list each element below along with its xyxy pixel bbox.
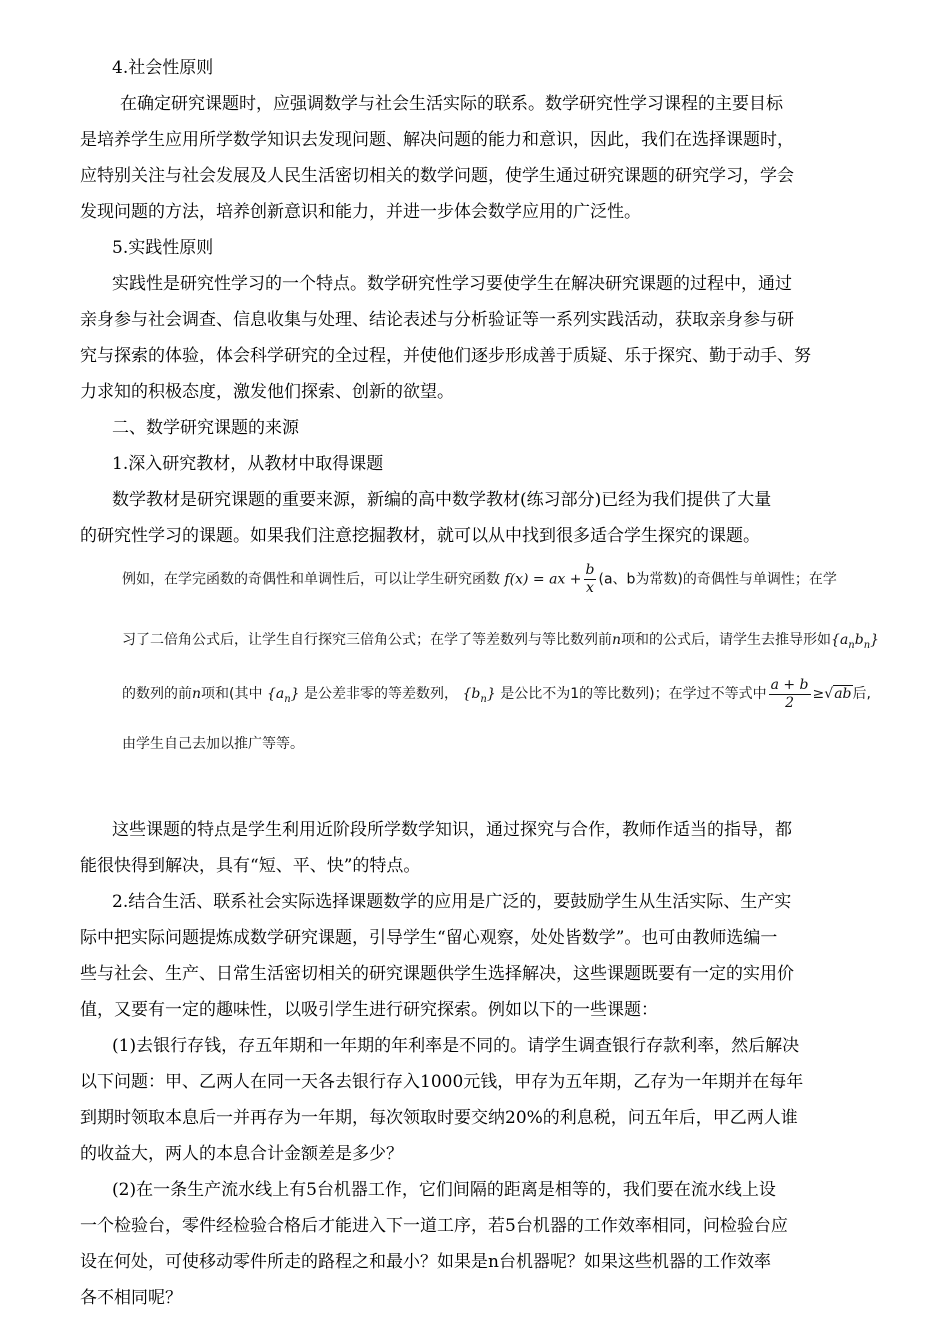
question-1-line: (1)去银行存钱，存五年期和一年期的年利率是不同的。请学生调查银行存款利率，然后解决 [112, 1036, 800, 1056]
example-line-4: 由学生自己去加以推广等等。 [122, 736, 304, 752]
paragraph-line: 的收益大，两人的本息合计金额差是多少？ [80, 1144, 403, 1164]
subsection-heading-1: 1.深入研究教材，从教材中取得课题 [112, 454, 384, 474]
function-expression: f(x) = ax + [504, 571, 582, 588]
paragraph-line: 在确定研究课题时，应强调数学与社会生活实际的联系。数学研究性学习课程的主要目标 [120, 94, 783, 114]
example-line-3: 的数列的前n项和(其中 $\{a_n\}$ 是公差非零的等差数列， $\{b_n\}$ 是公比不为1的等比数列)；在学过不等式中 $\frac{a + b}{2}$ ≥√ab后, [122, 676, 871, 711]
paragraph-line: 是培养学生应用所学数学知识去发现问题、解决问题的能力和意识，因此，我们在选择课题时， [80, 130, 794, 150]
sqrt-ab: √ab [824, 686, 852, 702]
question-2-line: (2)在一条生产流水线上有5台机器工作，它们间隔的距离是相等的，我们要在流水线上设 [112, 1180, 776, 1200]
paragraph-line: 设在何处，可使移动零件所走的路程之和最小？如果是n台机器呢？如果这些机器的工作效率 [80, 1252, 771, 1272]
paragraph-line: 能很快得到解决，具有“短、平、快”的特点。 [80, 856, 421, 876]
part-heading: 二、数学研究课题的来源 [112, 418, 299, 438]
example-line-1: 例如，在学完函数的奇偶性和单调性后，可以让学生研究函数 f(x) = ax + $\frac{b}{x}$ (a、b为常数)的奇偶性与单调性；在学 [122, 562, 837, 596]
paragraph-line: 些与社会、生产、日常生活密切相关的研究课题供学生选择解决，这些课题既要有一定的实用价 [80, 964, 794, 984]
paragraph-line: 亲身参与社会调查、信息收集与处理、结论表述与分析验证等一系列实践活动，获取亲身参与研 [80, 310, 794, 330]
paragraph-line: 应特别关注与社会发展及人民生活密切相关的数学问题，使学生通过研究课题的研究学习，学会 [80, 166, 794, 186]
fraction-a-plus-b-over-2: $\frac{a + b}{2}$ [770, 676, 809, 711]
paragraph-line: 实践性是研究性学习的一个特点。数学研究性学习要使学生在解决研究课题的过程中，通过 [112, 274, 792, 294]
section-heading-4: 4.社会性原则 [112, 58, 214, 78]
example-line-2: 习了二倍角公式后，让学生自行探究三倍角公式；在学了等差数列与等比数列前n项和的公式后，请学生去推导形如$\{a_nb_n\}$ [122, 632, 880, 651]
paragraph-line: 以下问题：甲、乙两人在同一天各去银行存入1000元钱，甲存为五年期，乙存为一年期并在每年 [80, 1072, 804, 1092]
paragraph-line: 究与探索的体验，体会科学研究的全过程，并使他们逐步形成善于质疑、乐于探究、勤于动手、努 [80, 346, 811, 366]
paragraph-line: 数学教材是研究课题的重要来源，新编的高中数学教材(练习部分)已经为我们提供了大量 [112, 490, 772, 510]
sequence-an: $\{a_n\}$ [266, 686, 300, 705]
paragraph-line: 的研究性学习的课题。如果我们注意挖掘教材，就可以从中找到很多适合学生探究的课题。 [80, 526, 760, 546]
section-heading-5: 5.实践性原则 [112, 238, 214, 258]
fraction-b-over-x: $\frac{b}{x}$ [585, 562, 595, 596]
subsection-heading-2: 2.结合生活、联系社会实际选择课题数学的应用是广泛的，要鼓励学生从生活实际、生产实 [112, 892, 792, 912]
paragraph-line: 际中把实际问题提炼成数学研究课题，引导学生“留心观察，处处皆数学”。也可由教师选编一 [80, 928, 778, 948]
paragraph-line: 这些课题的特点是学生利用近阶段所学数学知识，通过探究与合作，教师作适当的指导，都 [112, 820, 792, 840]
paragraph-line: 到期时领取本息后一并再存为一年期，每次领取时要交纳20%的利息税，问五年后，甲乙两人谁 [80, 1108, 798, 1128]
sequence-bn: $\{b_n\}$ [462, 686, 496, 705]
paragraph-line: 力求知的积极态度，激发他们探索、创新的欲望。 [80, 382, 454, 402]
sequence-anbn: $\{a_nb_n\}$ [831, 632, 880, 651]
paragraph-line: 值，又要有一定的趣味性，以吸引学生进行研究探索。例如以下的一些课题： [80, 1000, 658, 1020]
paragraph-line: 一个检验台，零件经检验合格后才能进入下一道工序，若5台机器的工作效率相同，问检验台应 [80, 1216, 788, 1236]
paragraph-line: 发现问题的方法，培养创新意识和能力，并进一步体会数学应用的广泛性。 [80, 202, 641, 222]
paragraph-line: 各不相同呢？ [80, 1288, 182, 1308]
